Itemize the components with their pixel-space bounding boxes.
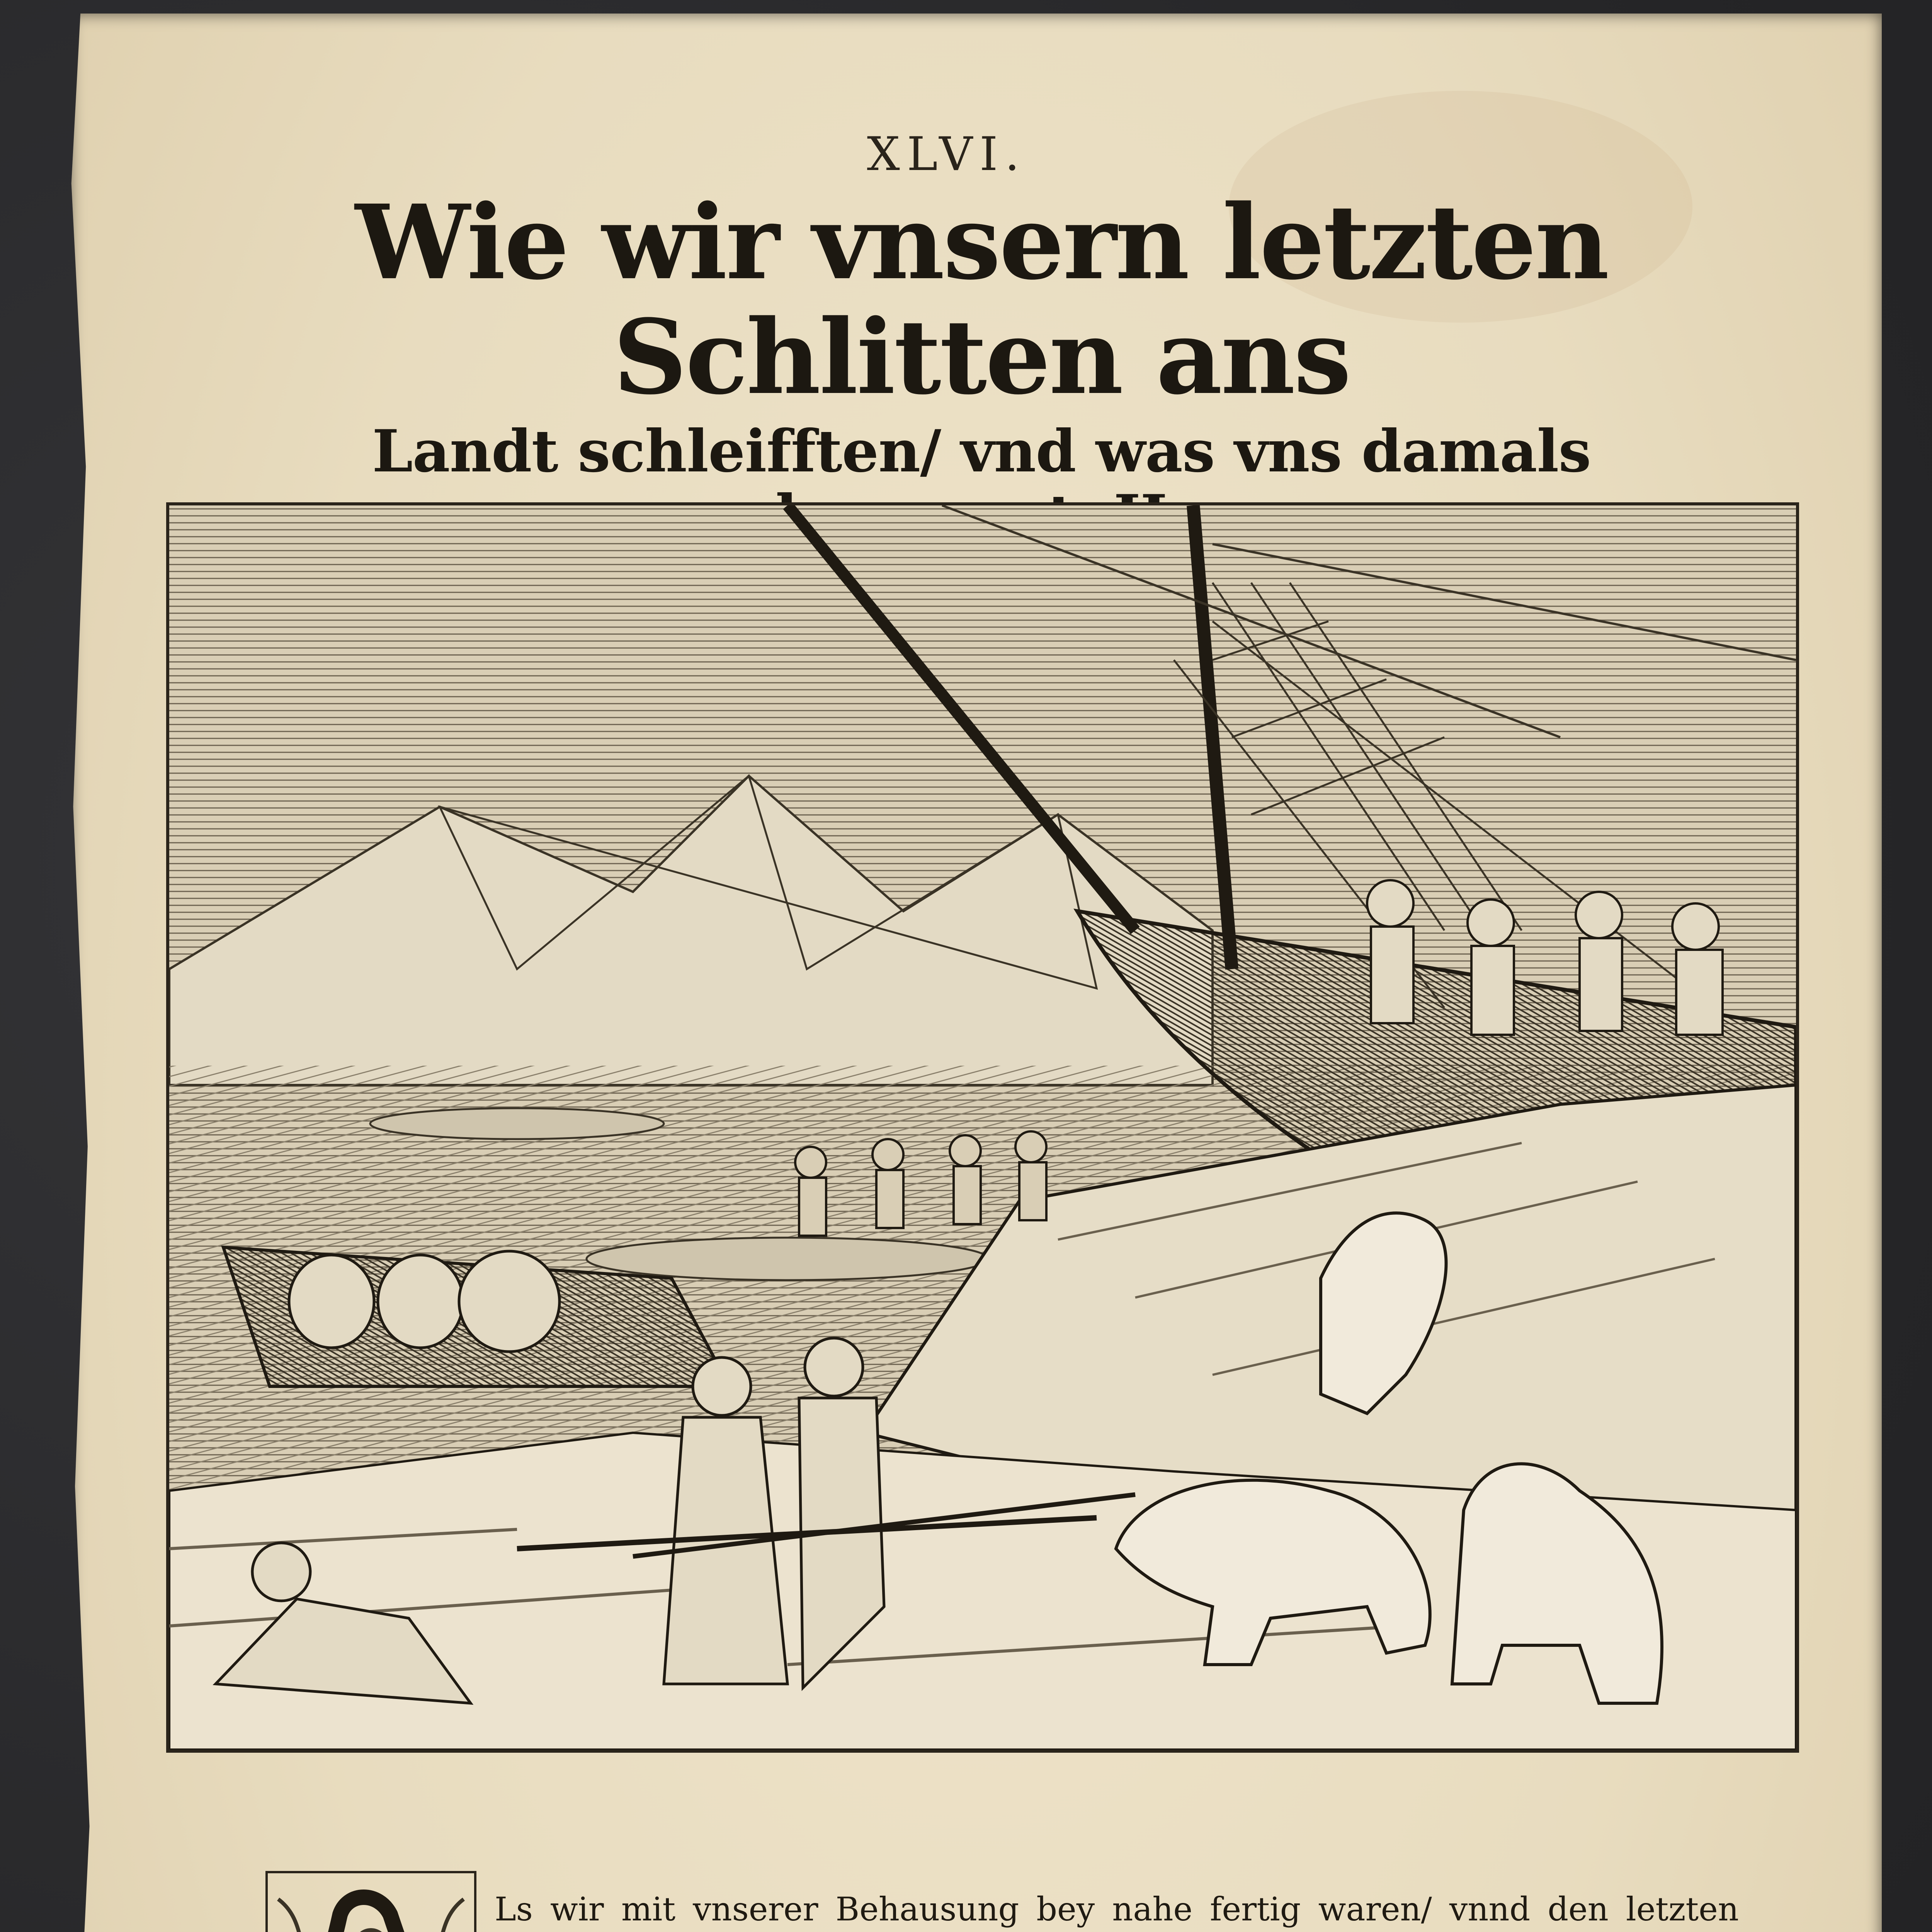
chapter-numeral: XLVI. — [867, 128, 1027, 181]
engraving-svg — [169, 505, 1796, 1750]
title-line-1: Wie wir vnsern letzten Schlitten ans — [355, 182, 1608, 417]
initial-space — [247, 1886, 495, 1932]
body-paragraph — [247, 1886, 1739, 1932]
page-title — [263, 182, 1700, 549]
body-text-content: Ls wir mit vnserer Behausung bey nahe fertig waren/ vnnd den letzten — [495, 1890, 1739, 1928]
title-line-2: Landt schleifften/ vnd was vns damals — [372, 417, 1591, 485]
barrels — [289, 1251, 560, 1352]
engraving-illustration — [166, 502, 1799, 1753]
